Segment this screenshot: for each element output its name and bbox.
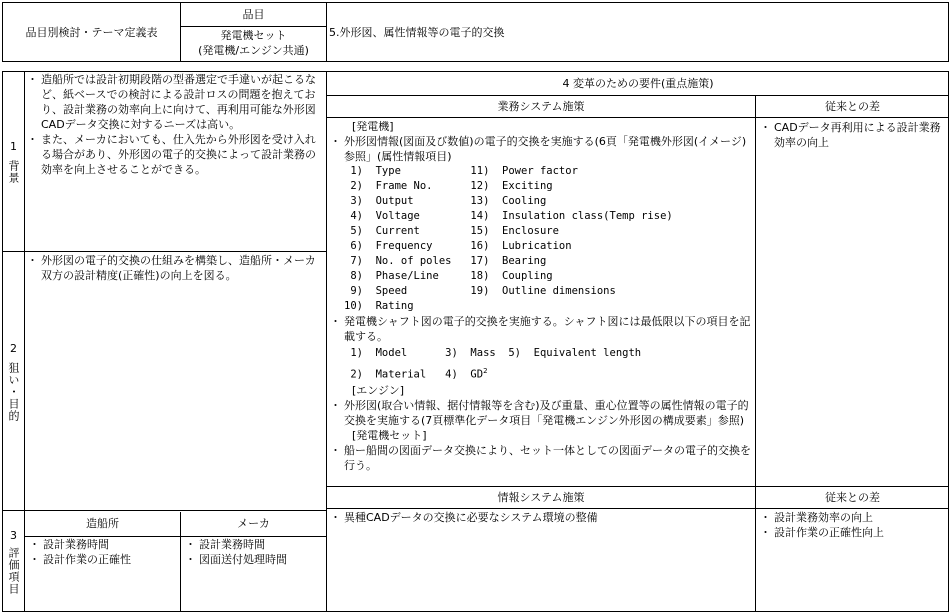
attribute-line: 2) Frame No. 12) Exciting: [344, 180, 553, 192]
background-item: ・ 造船所では設計初期段階の型番選定で手違いが起こるなど、紙ベースでの検討による設計ロスの問題を抱えており、設計業務の効率向上に向けて、再利用可能な外形図CADデータ交換に対するニーズは高い。: [27, 72, 324, 132]
diff-item: ・ 設計作業の正確性向上: [760, 525, 946, 540]
eval-maker-items: [185, 537, 325, 567]
attribute-line: 9) Speed 19) Outline dimensions: [344, 285, 616, 297]
business-diff: [760, 120, 946, 150]
eval-maker-heading: メーカ: [237, 517, 270, 530]
requirements-heading: 4 変革のための要件(重点施策): [562, 77, 714, 90]
row3-label: 3 評価項目: [7, 529, 20, 595]
attribute-line: 6) Frequency 16) Lubrication: [344, 240, 572, 252]
shaft-line: 1) Model 3) Mass 5) Equivalent length: [344, 347, 642, 359]
info-diff: [760, 510, 946, 540]
engine-item: ・ 外形図(取合い情報、据付情報等を含む)及び重量、重心位置等の属性情報の電子的交換を実施する(7頁標準化データ項目「発電機エンジン外形図の構成要素」参照): [330, 398, 753, 428]
purpose-item: ・ 外形図の電子的交換の仕組みを構築し、造船所・メーカ双方の設計精度(正確性)の向上を図る。: [27, 253, 324, 283]
attribute-line: 1) Type 11) Power factor: [344, 165, 578, 177]
diff-heading: 従来との差: [825, 100, 880, 113]
purpose-text: [27, 253, 324, 283]
list-item: ・ 図面送付処理時間: [185, 552, 325, 567]
background-item: ・ また、メーカにおいても、仕入先から外形図を受け入れる場合があり、外形図の電子的交換によって設計業務の効率を向上させることができる。: [27, 132, 324, 177]
attribute-line: 8) Phase/Line 18) Coupling: [344, 270, 553, 282]
row1-label: 1 背景: [7, 140, 20, 184]
list-item: ・ 設計業務時間: [29, 537, 179, 552]
engine-tag: [エンジン]: [352, 383, 405, 397]
shaft-line: 2) Material 4) $GD^2$: [344, 367, 488, 381]
item-heading: 品目: [242, 8, 265, 21]
attribute-list: [330, 164, 753, 314]
attribute-line: 4) Voltage 14) Insulation class(Temp rise): [344, 210, 673, 222]
business-heading: 業務システム施策: [497, 100, 585, 113]
background-text: [27, 72, 324, 177]
list-item: ・ 設計業務時間: [185, 537, 325, 552]
form-title: 品目別検討・テーマ定義表: [25, 25, 158, 39]
attribute-line: 3) Output 13) Cooling: [344, 195, 547, 207]
info-heading: 情報システム施策: [497, 491, 585, 504]
item-name: 発電機セット (発電機/エンジン共通): [198, 29, 309, 57]
list-item: ・ 設計作業の正確性: [29, 552, 179, 567]
set-tag: [発電機セット]: [352, 428, 427, 442]
generator-item: ・ 外形図情報(図面及び数値)の電子的交換を実施する(6頁「発電機外形図(イメージ)参照」(属性情報項目): [330, 134, 753, 164]
diff-item: ・ 設計業務効率の向上: [760, 510, 946, 525]
generator-tag: [発電機]: [352, 120, 394, 133]
attribute-line: 5) Current 15) Enclosure: [344, 225, 559, 237]
theme-title: 5.外形図、属性情報等の電子的交換: [329, 25, 505, 39]
attribute-line: 7) No. of poles 17) Bearing: [344, 255, 547, 267]
diff-item: ・ CADデータ再利用による設計業務効率の向上: [760, 120, 946, 150]
info-body: [330, 510, 753, 525]
row2-label: 2 狙い・目的: [7, 341, 20, 422]
set-item: ・ 船ー船間の図面データ交換により、セット一体としての図面データの電子的交換を行う。: [330, 443, 753, 473]
eval-shipyard-items: [29, 537, 179, 567]
business-body: [330, 119, 753, 473]
info-diff-heading: 従来との差: [825, 491, 880, 504]
generator-item: ・ 発電機シャフト図の電子的交換を実施する。シャフト図には最低限以下の項目を記載する。: [330, 314, 753, 344]
info-item: ・ 異種CADデータの交換に必要なシステム環境の整備: [330, 510, 753, 525]
attribute-line: 10) Rating: [344, 300, 414, 312]
eval-shipyard-heading: 造船所: [86, 517, 119, 530]
